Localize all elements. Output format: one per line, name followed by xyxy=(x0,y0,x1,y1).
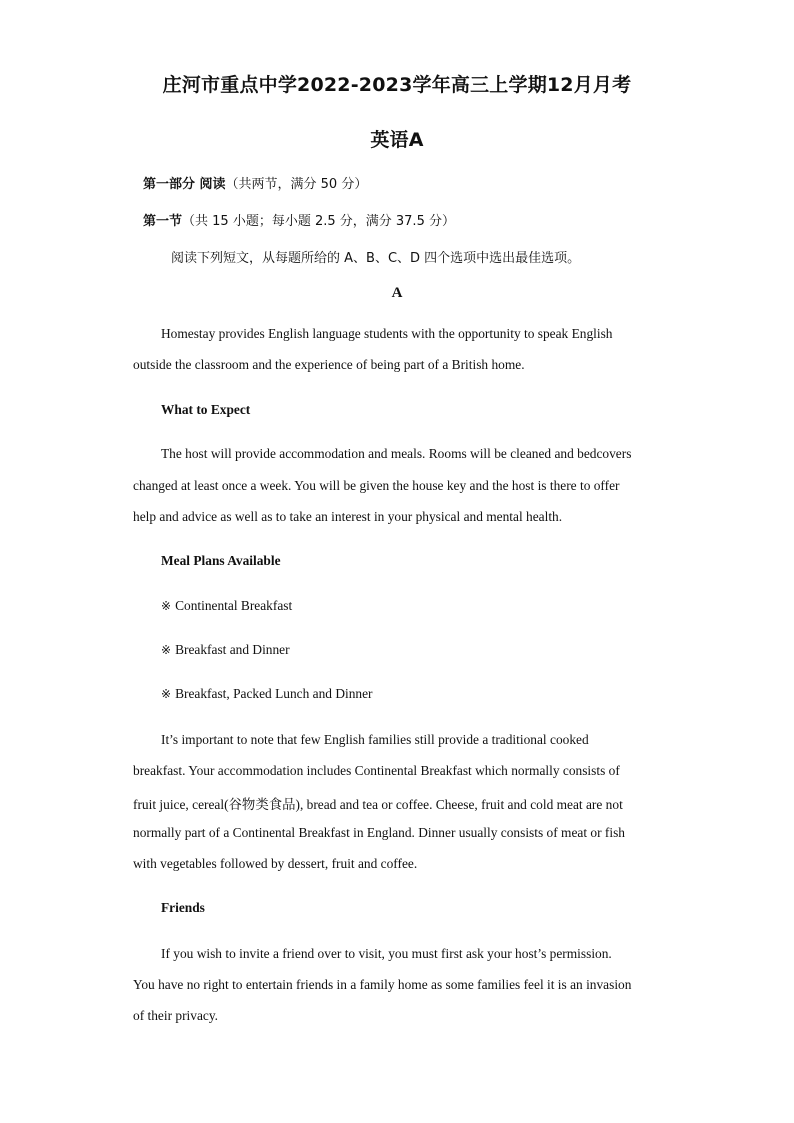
part-one-instruction xyxy=(143,173,367,192)
reference-mark-icon: ※ xyxy=(161,643,172,657)
paragraph-line: fruit juice, cereal(谷物类食品), bread and tea or coffee. Cheese, fruit and cold meat are not xyxy=(133,797,623,812)
paragraph-line: help and advice as well as to take an interest in your physical and mental health. xyxy=(133,509,563,524)
section-heading-what-to-expect: What to Expect xyxy=(161,402,251,417)
section-one-detail: （共 15 小题；每小题 2.5 分，满分 37.5 分） xyxy=(182,214,455,229)
paragraph-line: You have no right to entertain friends in a family home as some families feel it is an invasion xyxy=(133,977,632,992)
reading-directions: 阅读下列短文，从每题所给的 A、B、C、D 四个选项中选出最佳选项。 xyxy=(171,251,581,266)
reference-mark-icon: ※ xyxy=(161,599,172,613)
section-heading-friends: Friends xyxy=(161,900,205,915)
part-one-detail: （共两节，满分 50 分） xyxy=(225,177,368,192)
meal-plan-label: Continental Breakfast xyxy=(175,598,293,613)
paragraph-line: breakfast. Your accommodation includes Continental Breakfast which normally consists of xyxy=(133,763,620,778)
meal-plan-item xyxy=(161,598,292,614)
section-heading-meal-plans: Meal Plans Available xyxy=(161,553,281,568)
section-one-instruction xyxy=(143,210,455,229)
paragraph-line: If you wish to invite a friend over to visit, you must first ask your host’s permission. xyxy=(161,946,612,961)
meal-plan-item xyxy=(161,686,373,702)
part-one-label: 第一部分 阅读 xyxy=(143,177,226,192)
paragraph-line: with vegetables followed by dessert, fruit and coffee. xyxy=(133,856,418,871)
reference-mark-icon: ※ xyxy=(161,687,172,701)
exam-title: 庄河市重点中学2022-2023学年高三上学期12月月考 xyxy=(162,74,632,96)
paragraph-line: The host will provide accommodation and meals. Rooms will be cleaned and bedcovers xyxy=(161,446,632,461)
meal-plan-label: Breakfast, Packed Lunch and Dinner xyxy=(175,686,373,701)
paragraph-line: It’s important to note that few English families still provide a traditional cooked xyxy=(161,732,589,747)
paragraph-line: normally part of a Continental Breakfast in England. Dinner usually consists of meat or fish xyxy=(133,825,625,840)
paragraph-line: changed at least once a week. You will be given the house key and the host is there to offer xyxy=(133,478,620,493)
exam-subject: 英语A xyxy=(370,129,424,151)
paragraph-line: of their privacy. xyxy=(133,1008,219,1023)
paragraph-line: Homestay provides English language students with the opportunity to speak English xyxy=(161,326,613,341)
passage-letter: A xyxy=(391,285,403,301)
meal-plan-item xyxy=(161,642,290,658)
paragraph-line: outside the classroom and the experience of being part of a British home. xyxy=(133,357,525,372)
meal-plan-label: Breakfast and Dinner xyxy=(175,642,290,657)
section-one-label: 第一节 xyxy=(143,214,183,229)
